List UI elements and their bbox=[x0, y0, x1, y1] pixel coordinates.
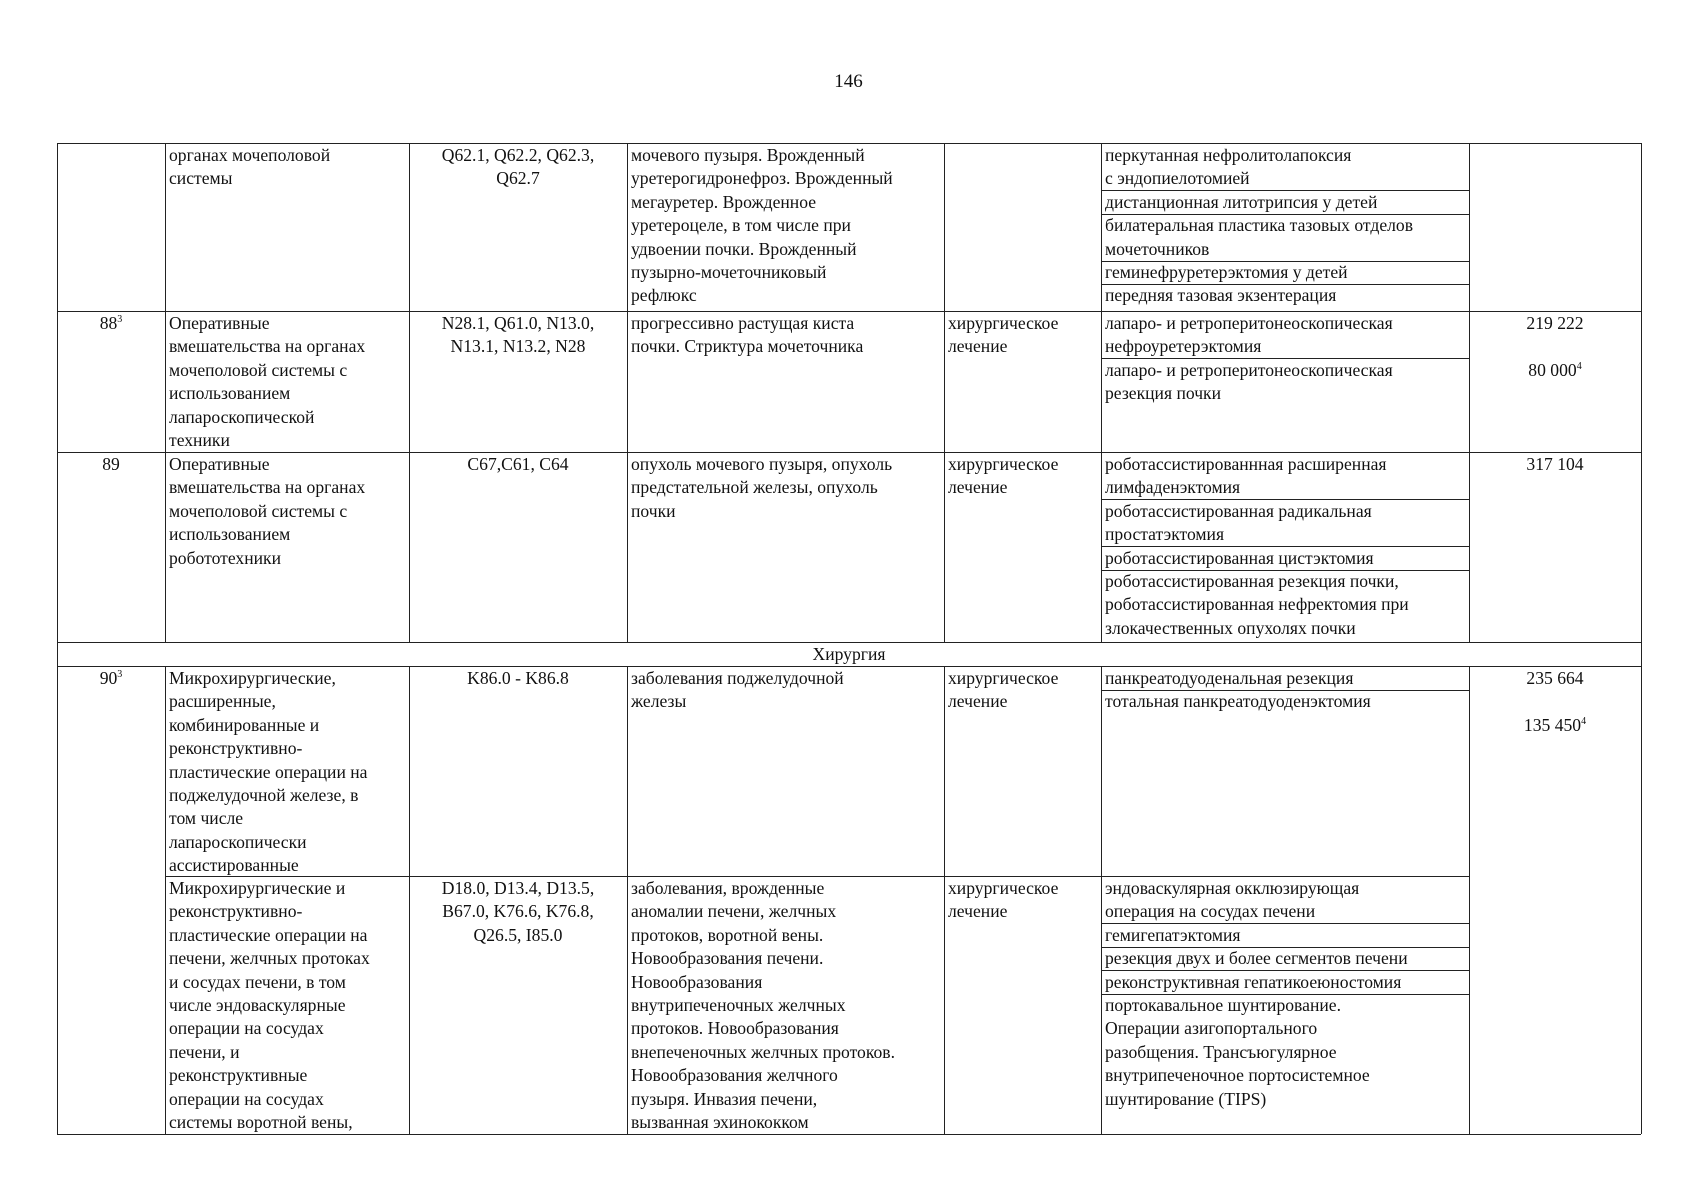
patient-model-line: уретерогидронефроз. Врожденный bbox=[631, 168, 893, 189]
treatment-method bbox=[1105, 500, 1372, 547]
column-divider bbox=[409, 143, 410, 642]
patient-model-line: заболевания поджелудочной bbox=[631, 668, 844, 688]
icd-codes-line: Q26.5, I85.0 bbox=[473, 924, 563, 945]
intervention-name-line: комбинированные и bbox=[169, 714, 320, 735]
treatment-method bbox=[1105, 144, 1351, 191]
treatment-method-line: мочеточников bbox=[1105, 238, 1210, 259]
intervention-name-line: Оперативные bbox=[169, 313, 270, 333]
treatment-method bbox=[1105, 971, 1401, 994]
intervention-name-line: пластические операции на bbox=[169, 761, 368, 782]
page-number: 146 bbox=[834, 71, 863, 92]
treatment-method bbox=[1105, 667, 1353, 690]
patient-model-line: Новообразования bbox=[631, 971, 763, 992]
treatment-method bbox=[1105, 284, 1336, 307]
icd-codes-line: C67,C61, C64 bbox=[467, 454, 569, 474]
treatment-method-line: перкутанная нефролитолапоксия bbox=[1105, 145, 1352, 165]
treatment-method-line: простатэктомия bbox=[1105, 524, 1225, 545]
intervention-name bbox=[169, 312, 365, 452]
intervention-name-line: реконструктивно- bbox=[169, 901, 303, 922]
treatment-method bbox=[1105, 947, 1408, 970]
treatment-method bbox=[1105, 690, 1371, 713]
cost-value-secondary-value: 80 000 bbox=[1528, 359, 1577, 380]
patient-model bbox=[631, 453, 892, 523]
patient-model-line: мочевого пузыря. Врожденный bbox=[631, 145, 865, 165]
intervention-name-line: системы bbox=[169, 168, 233, 189]
section-title: Хирургия bbox=[812, 643, 886, 664]
icd-codes-line: D18.0, D13.4, D13.5, bbox=[441, 878, 595, 898]
treatment-method-line: с эндопиелотомией bbox=[1105, 168, 1250, 189]
treatment-type-line: лечение bbox=[948, 336, 1008, 357]
patient-model-line: удвоении почки. Врожденный bbox=[631, 238, 857, 259]
patient-model bbox=[631, 877, 895, 1134]
cost-value-value: 317 104 bbox=[1526, 454, 1584, 474]
treatment-method-line: панкреатодуоденальная резекция bbox=[1105, 668, 1354, 688]
patient-model-line: рефлюкс bbox=[631, 285, 697, 306]
treatment-method bbox=[1105, 570, 1409, 640]
row-number-value: 90 bbox=[99, 668, 118, 688]
patient-model bbox=[631, 312, 863, 359]
treatment-method bbox=[1105, 214, 1413, 261]
treatment-type-line: лечение bbox=[948, 477, 1008, 498]
treatment-method-line: дистанционная литотрипсия у детей bbox=[1105, 191, 1378, 212]
treatment-type-line: хирургическое bbox=[948, 668, 1059, 688]
treatment-method bbox=[1105, 191, 1377, 214]
treatment-method-line: разобщения. Трансъюгулярное bbox=[1105, 1041, 1337, 1062]
method-divider bbox=[1101, 261, 1469, 262]
method-divider bbox=[1101, 570, 1469, 571]
method-divider bbox=[1101, 358, 1469, 359]
row-number bbox=[57, 667, 165, 690]
intervention-name-line: системы воротной вены, bbox=[169, 1112, 353, 1133]
cost-value bbox=[1469, 667, 1641, 690]
table-border-right bbox=[1641, 143, 1642, 1134]
intervention-name-line: мочеполовой системы с bbox=[169, 359, 348, 380]
icd-codes bbox=[409, 453, 627, 476]
intervention-name-line: Микрохирургические и bbox=[169, 878, 346, 898]
treatment-method bbox=[1105, 261, 1348, 284]
intervention-name-line: печени, и bbox=[169, 1041, 240, 1062]
treatment-method-line: резекция двух и более сегментов печени bbox=[1105, 948, 1408, 969]
icd-codes bbox=[409, 144, 627, 191]
intervention-name-line: вмешательства на органах bbox=[169, 477, 366, 498]
treatment-method bbox=[1105, 312, 1393, 359]
row-number bbox=[57, 312, 165, 335]
row-number bbox=[57, 453, 165, 476]
treatment-method-line: билатеральная пластика тазовых отделов bbox=[1105, 215, 1414, 236]
treatment-type-line: хирургическое bbox=[948, 454, 1059, 474]
intervention-name-line: том числе bbox=[169, 808, 244, 829]
treatment-type-line: хирургическое bbox=[948, 878, 1059, 898]
row-number-footnote: 3 bbox=[117, 669, 123, 681]
treatment-type-line: хирургическое bbox=[948, 313, 1059, 333]
column-divider bbox=[165, 143, 166, 642]
icd-codes bbox=[409, 667, 627, 690]
column-divider bbox=[165, 666, 166, 1134]
treatment-method-line: роботассистированная нефректомия при bbox=[1105, 594, 1409, 615]
cost-value-secondary-value: 135 450 bbox=[1523, 714, 1582, 735]
patient-model-line: вызванная эхинококком bbox=[631, 1112, 809, 1133]
cost-value-secondary-footnote: 4 bbox=[1576, 360, 1582, 372]
treatment-method-line: реконструктивная гепатикоеюностомия bbox=[1105, 971, 1402, 992]
treatment-method bbox=[1105, 877, 1359, 924]
treatment-method-line: эндоваскулярная окклюзирующая bbox=[1105, 878, 1360, 898]
medical-procedures-table bbox=[57, 143, 1641, 1134]
intervention-name-line: пластические операции на bbox=[169, 924, 368, 945]
treatment-method-line: операция на сосудах печени bbox=[1105, 901, 1316, 922]
intervention-name-line: использованием bbox=[169, 524, 291, 545]
method-divider bbox=[1101, 690, 1469, 691]
intervention-name-line: Оперативные bbox=[169, 454, 270, 474]
treatment-method-line: гемигепатэктомия bbox=[1105, 924, 1241, 945]
intervention-name bbox=[169, 144, 330, 191]
intervention-name-line: операции на сосудах bbox=[169, 1088, 324, 1109]
treatment-method bbox=[1105, 924, 1240, 947]
treatment-method-line: роботассистированная цистэктомия bbox=[1105, 547, 1374, 568]
treatment-method bbox=[1105, 547, 1374, 570]
column-divider bbox=[1101, 666, 1102, 1134]
patient-model-line: почки bbox=[631, 500, 676, 521]
method-divider bbox=[1101, 923, 1469, 924]
patient-model-line: аномалии печени, желчных bbox=[631, 901, 837, 922]
method-divider bbox=[1101, 214, 1469, 215]
column-divider bbox=[944, 666, 945, 1134]
treatment-type-line: лечение bbox=[948, 901, 1008, 922]
icd-codes-line: Q62.7 bbox=[496, 168, 540, 189]
patient-model-line: почки. Стриктура мочеточника bbox=[631, 336, 864, 357]
column-divider bbox=[627, 143, 628, 642]
column-divider bbox=[627, 666, 628, 1134]
column-divider bbox=[944, 143, 945, 642]
icd-codes-line: Q62.1, Q62.2, Q62.3, bbox=[441, 145, 595, 165]
icd-codes-line: B67.0, K76.6, K76.8, bbox=[442, 901, 594, 922]
patient-model-line: заболевания, врожденные bbox=[631, 878, 825, 898]
cost-value-value: 235 664 bbox=[1526, 668, 1584, 688]
intervention-name-line: Микрохирургические, bbox=[169, 668, 336, 688]
intervention-name bbox=[169, 877, 370, 1134]
patient-model-line: железы bbox=[631, 691, 687, 712]
table-border-left bbox=[57, 143, 58, 1134]
patient-model-line: опухоль мочевого пузыря, опухоль bbox=[631, 454, 893, 474]
patient-model-line: прогрессивно растущая киста bbox=[631, 313, 855, 333]
treatment-type-line: лечение bbox=[948, 691, 1008, 712]
intervention-name-line: ассистированные bbox=[169, 855, 299, 876]
column-divider bbox=[1101, 143, 1102, 642]
treatment-method-line: лапаро- и ретроперитонеоскопическая bbox=[1105, 313, 1393, 333]
method-divider bbox=[1101, 947, 1469, 948]
method-divider bbox=[1101, 970, 1469, 971]
treatment-method-line: внутрипеченочное портосистемное bbox=[1105, 1065, 1370, 1086]
intervention-name-line: поджелудочной железе, в bbox=[169, 785, 359, 806]
cost-value-secondary-footnote: 4 bbox=[1581, 715, 1587, 727]
intervention-name-line: использованием bbox=[169, 383, 291, 404]
patient-model-line: протоков, воротной вены. bbox=[631, 924, 824, 945]
patient-model-line: мегауретер. Врожденное bbox=[631, 191, 817, 212]
intervention-name-line: техники bbox=[169, 430, 230, 451]
treatment-method-line: лапаро- и ретроперитонеоскопическая bbox=[1105, 359, 1393, 380]
icd-codes bbox=[409, 877, 627, 947]
treatment-type bbox=[948, 312, 1058, 359]
patient-model-line: внепеченочных желчных протоков. bbox=[631, 1041, 895, 1062]
treatment-method-line: роботассистированнная расширенная bbox=[1105, 454, 1387, 474]
patient-model-line: пузыря. Инвазия печени, bbox=[631, 1088, 818, 1109]
intervention-name-line: вмешательства на органах bbox=[169, 336, 366, 357]
icd-codes-line: N28.1, Q61.0, N13.0, bbox=[441, 313, 595, 333]
treatment-type bbox=[948, 877, 1058, 924]
treatment-method bbox=[1105, 994, 1370, 1111]
treatment-method bbox=[1105, 453, 1387, 500]
icd-codes bbox=[409, 312, 627, 359]
intervention-name-line: реконструктивные bbox=[169, 1065, 308, 1086]
row-number-value: 89 bbox=[102, 454, 120, 474]
intervention-name-line: лапароскопически bbox=[169, 831, 307, 852]
treatment-method-line: лимфаденэктомия bbox=[1105, 477, 1241, 498]
patient-model bbox=[631, 667, 844, 714]
cost-value-secondary bbox=[1469, 359, 1641, 382]
method-divider bbox=[1101, 994, 1469, 995]
icd-codes-line: K86.0 - K86.8 bbox=[467, 668, 569, 688]
treatment-method-line: передняя тазовая экзентерация bbox=[1105, 285, 1337, 306]
treatment-method bbox=[1105, 359, 1393, 406]
intervention-name bbox=[169, 453, 365, 570]
intervention-name-line: печени, желчных протоках bbox=[169, 948, 370, 969]
treatment-method-line: геминефруретерэктомия у детей bbox=[1105, 262, 1348, 282]
intervention-name-line: органах мочеполовой bbox=[169, 145, 331, 165]
icd-codes-line: N13.1, N13.2, N28 bbox=[450, 336, 586, 357]
cost-value bbox=[1469, 312, 1641, 335]
treatment-method-line: шунтирование (TIPS) bbox=[1105, 1088, 1267, 1109]
intervention-name-line: робототехники bbox=[169, 547, 281, 568]
treatment-method-line: роботассистированная радикальная bbox=[1105, 500, 1372, 521]
method-divider bbox=[1101, 546, 1469, 547]
cost-value-value: 219 222 bbox=[1526, 313, 1584, 333]
method-divider bbox=[1101, 284, 1469, 285]
row-number-value: 88 bbox=[99, 313, 118, 333]
patient-model-line: протоков. Новообразования bbox=[631, 1018, 839, 1039]
column-divider bbox=[1469, 143, 1470, 642]
treatment-method-line: нефроуретерэктомия bbox=[1105, 336, 1262, 357]
intervention-name-line: мочеполовой системы с bbox=[169, 500, 348, 521]
patient-model-line: уретероцеле, в том числе при bbox=[631, 215, 851, 236]
treatment-method-line: портокавальное шунтирование. bbox=[1105, 995, 1341, 1015]
patient-model-line: предстательной железы, опухоль bbox=[631, 477, 878, 498]
patient-model bbox=[631, 144, 893, 308]
treatment-method-line: резекция почки bbox=[1105, 383, 1222, 404]
method-divider bbox=[1101, 190, 1469, 191]
treatment-type bbox=[948, 667, 1058, 714]
intervention-name-line: лапароскопической bbox=[169, 406, 315, 427]
treatment-type bbox=[948, 453, 1058, 500]
treatment-method-line: злокачественных опухолях почки bbox=[1105, 617, 1356, 638]
method-divider bbox=[1101, 499, 1469, 500]
intervention-name-line: расширенные, bbox=[169, 691, 276, 712]
patient-model-line: Новообразования желчного bbox=[631, 1065, 838, 1086]
intervention-name-line: реконструктивно- bbox=[169, 738, 303, 759]
intervention-name bbox=[169, 667, 368, 878]
patient-model-line: Новообразования печени. bbox=[631, 948, 824, 969]
intervention-name-line: операции на сосудах bbox=[169, 1018, 324, 1039]
patient-model-line: пузырно-мочеточниковый bbox=[631, 262, 827, 283]
treatment-method-line: Операции азигопортального bbox=[1105, 1018, 1318, 1039]
cost-value-secondary bbox=[1469, 714, 1641, 737]
treatment-method-line: тотальная панкреатодуоденэктомия bbox=[1105, 691, 1371, 712]
treatment-method-line: роботассистированная резекция почки, bbox=[1105, 571, 1399, 591]
intervention-name-line: и сосудах печени, в том bbox=[169, 971, 346, 992]
intervention-name-line: числе эндоваскулярные bbox=[169, 995, 346, 1016]
patient-model-line: внутрипеченочных желчных bbox=[631, 995, 846, 1016]
row-number-footnote: 3 bbox=[117, 314, 123, 326]
cost-value bbox=[1469, 453, 1641, 476]
